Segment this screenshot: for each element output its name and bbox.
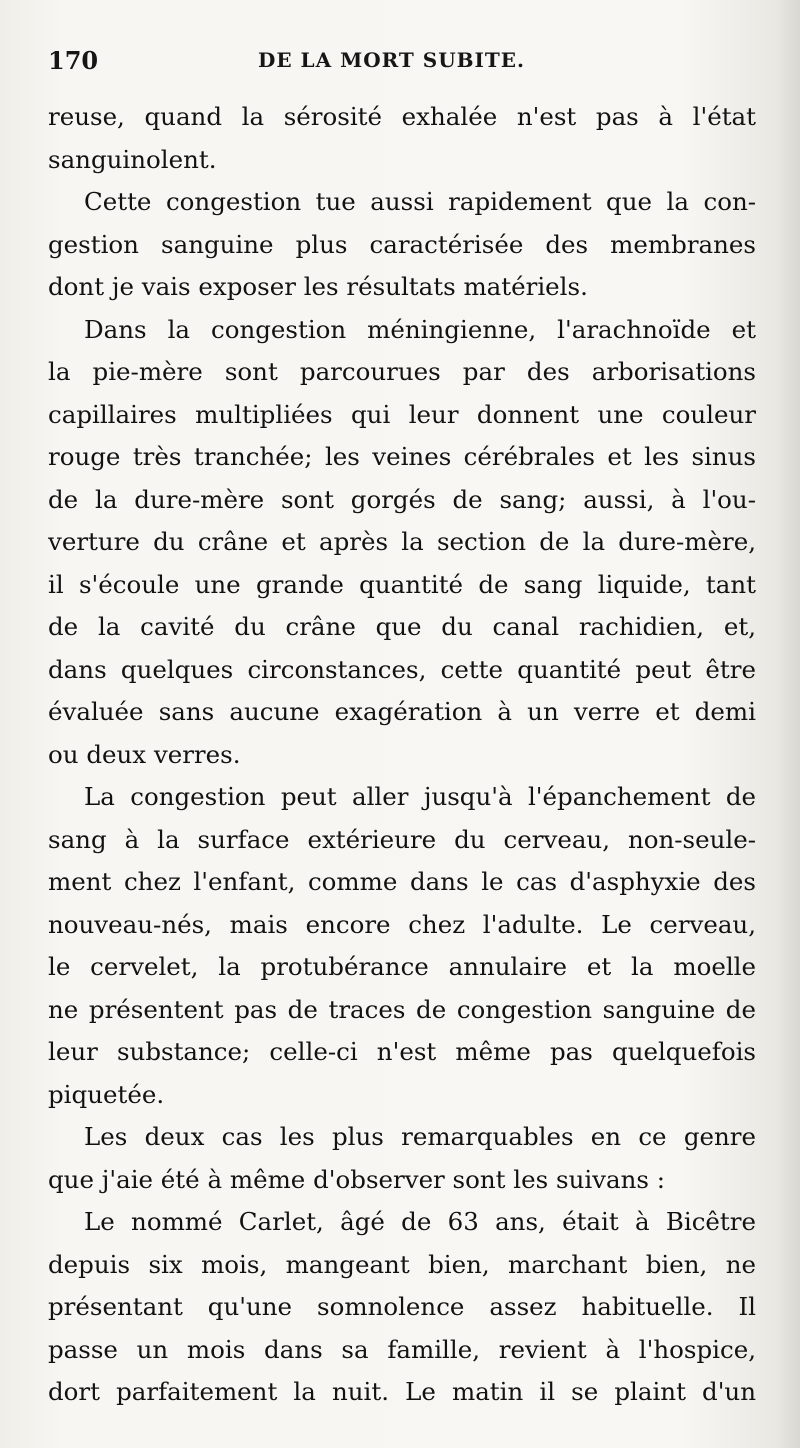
paragraph xyxy=(48,96,756,181)
text-line: de la dure-mère sont gorgés de sang; aussi, à l'ou- xyxy=(48,484,756,514)
text-line: la pie-mère sont parcourues par des arborisations xyxy=(48,357,756,386)
text-line: le cervelet, la protubérance annulaire et la moelle xyxy=(48,952,756,981)
text-line: sanguinolent. xyxy=(48,144,217,174)
text-line: Les deux cas les plus remarquables en ce genre xyxy=(84,1122,756,1151)
page-header xyxy=(48,46,748,78)
text-line: ment chez l'enfant, comme dans le cas d'asphyxie des xyxy=(48,867,756,896)
text-line: La congestion peut aller jusqu'à l'épanchement de xyxy=(84,782,756,811)
body-text xyxy=(48,96,756,1414)
text-line: depuis six mois, mangeant bien, marchant bien, ne xyxy=(48,1249,756,1279)
text-line: Le nommé Carlet, âgé de 63 ans, était à Bicêtre xyxy=(84,1207,756,1236)
text-line: présentant qu'une somnolence assez habituelle. Il xyxy=(48,1292,756,1321)
text-line: il s'écoule une grande quantité de sang liquide, tant xyxy=(48,569,756,599)
text-line: verture du crâne et après la section de la dure-mère, xyxy=(48,527,756,556)
text-line: capillaires multipliées qui leur donnent une couleur xyxy=(48,399,756,429)
text-line: Dans la congestion méningienne, l'arachnoïde et xyxy=(84,314,756,344)
running-head: DE LA MORT SUBITE. xyxy=(258,48,526,72)
text-line: gestion sanguine plus caractérisée des membranes xyxy=(48,229,756,259)
text-line: que j'aie été à même d'observer sont les suivans : xyxy=(48,1164,666,1194)
text-line: leur substance; celle-ci n'est même pas quelquefois xyxy=(48,1037,756,1066)
text-line: dont je vais exposer les résultats matériels. xyxy=(48,272,588,301)
paragraph xyxy=(48,1116,756,1201)
text-line: ou deux verres. xyxy=(48,739,241,769)
text-line: dans quelques circonstances, cette quantité peut être xyxy=(48,654,756,684)
text-line: dort parfaitement la nuit. Le matin il se plaint d'un xyxy=(48,1377,756,1406)
text-line: passe un mois dans sa famille, revient à l'hospice, xyxy=(48,1334,756,1364)
text-line: piquetée. xyxy=(48,1079,165,1109)
text-line: nouveau-nés, mais encore chez l'adulte. Le cerveau, xyxy=(48,909,756,939)
text-line: de la cavité du crâne que du canal rachidien, et, xyxy=(48,612,756,641)
paragraph xyxy=(48,776,756,1116)
text-line: ne présentent pas de traces de congestion sanguine de xyxy=(48,994,756,1024)
paragraph xyxy=(48,181,756,309)
text-line: évaluée sans aucune exagération à un verre et demi xyxy=(48,697,756,726)
text-line: rouge très tranchée; les veines cérébrales et les sinus xyxy=(48,442,756,471)
text-line: sang à la surface extérieure du cerveau, non-seule- xyxy=(48,824,756,854)
page-number: 170 xyxy=(48,46,99,75)
paragraph xyxy=(48,1201,756,1414)
paragraph xyxy=(48,309,756,777)
text-line: Cette congestion tue aussi rapidement que la con- xyxy=(84,187,756,216)
text-line: reuse, quand la sérosité exhalée n'est pas à l'état xyxy=(48,102,756,131)
